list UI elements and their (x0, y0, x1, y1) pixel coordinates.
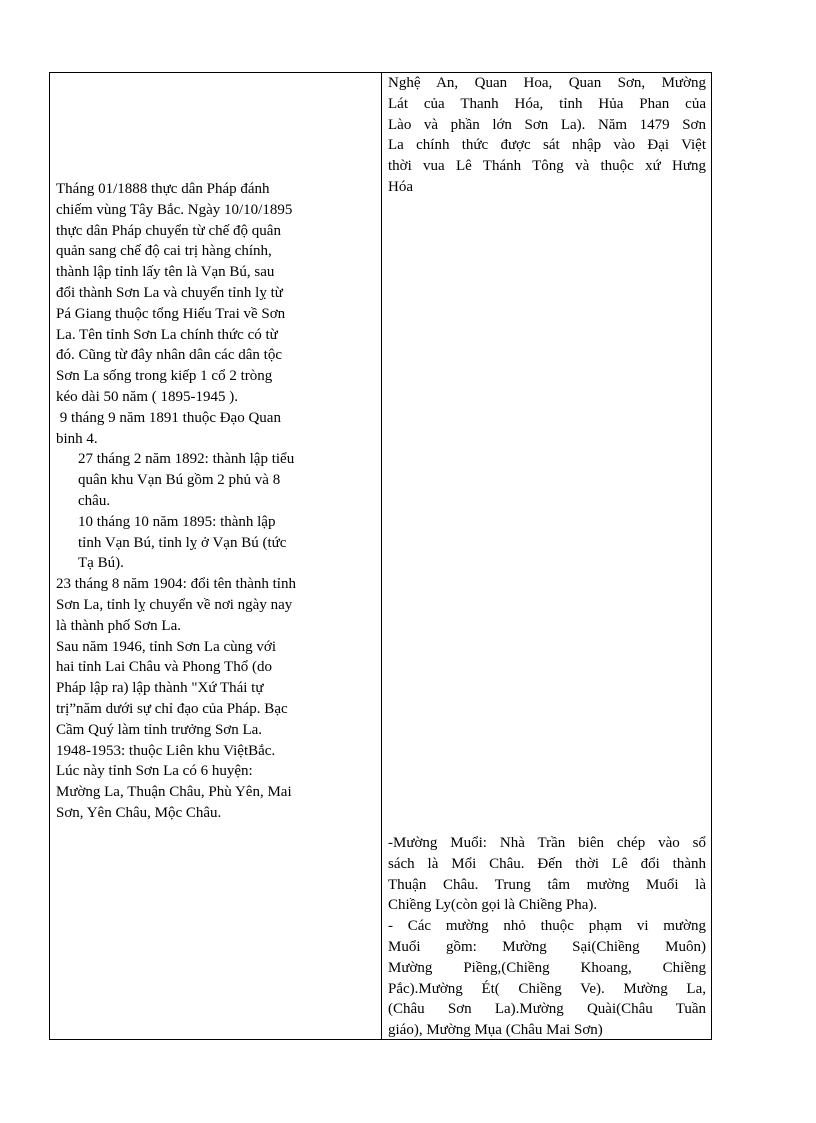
text-line: chiếm vùng Tây Bắc. Ngày 10/10/1895 (56, 201, 293, 218)
text-line: Cầm Quý làm tỉnh trưởng Sơn La. (56, 721, 263, 738)
text-line: Sơn, Yên Châu, Mộc Châu. (56, 804, 222, 821)
text-line: Tạ Bú). (78, 555, 124, 572)
text-line: 23 tháng 8 năm 1904: đổi tên thành tỉnh (56, 576, 296, 593)
text-line: trị”năm dưới sự chỉ đạo của Pháp. Bạc (56, 700, 288, 717)
text-line: binh 4. (56, 430, 98, 447)
column-divider (381, 73, 382, 1039)
text-line: Thuận Châu. Trung tâm mường Muổi là (388, 876, 706, 893)
text-line: thời vua Lê Thánh Tông và thuộc xứ Hưng (388, 158, 706, 175)
text-line: giáo), Mường Mụa (Châu Mai Sơn) (388, 1022, 603, 1039)
text-line: Lát của Thanh Hóa, tỉnh Hủa Phan của (388, 95, 706, 112)
text-line: đó. Cũng từ đây nhân dân các dân tộc (56, 347, 282, 364)
text-line: Muổi gồm: Mường Sại(Chiềng Muôn) (388, 938, 706, 955)
text-line: (Châu Sơn La).Mường Quài(Châu Tuần (388, 1001, 706, 1018)
text-line: Chiềng Ly(còn gọi là Chiềng Pha). (388, 897, 598, 914)
text-line: quân khu Vạn Bú gồm 2 phủ và 8 (78, 472, 281, 489)
text-line: Pá Giang thuộc tổng Hiếu Trai về Sơn (56, 305, 286, 322)
text-line: Nghệ An, Quan Hoa, Quan Sơn, Mường (388, 75, 706, 91)
text-line: Sơn La, tỉnh lỵ chuyển về nơi ngày nay (56, 596, 293, 613)
text-line: châu. (78, 492, 111, 509)
text-line: Mường Piềng,(Chiềng Khoang, Chiềng (388, 959, 706, 976)
text-line: La. Tên tỉnh Sơn La chính thức có từ (56, 326, 278, 343)
right-top-text (388, 73, 706, 198)
text-line: hai tỉnh Lai Châu và Phong Thổ (do (56, 659, 272, 676)
text-line: sách là Mổi Châu. Đến thời Lê đổi thành (388, 855, 706, 872)
text-line: - Các mường nhỏ thuộc phạm vi mường (388, 918, 706, 935)
text-line: Sơn La sống trong kiếp 1 cổ 2 tròng (56, 368, 273, 385)
text-line: Lào và phần lớn Sơn La). Năm 1479 Sơn (388, 116, 706, 133)
text-line: tỉnh Vạn Bú, tỉnh lỵ ở Vạn Bú (tức (78, 534, 287, 551)
text-line: 9 tháng 9 năm 1891 thuộc Đạo Quan (56, 409, 281, 426)
text-line: quản sang chế độ cai trị hàng chính, (56, 243, 272, 260)
text-line: Hóa (388, 178, 413, 195)
text-line: Tháng 01/1888 thực dân Pháp đánh (56, 181, 270, 197)
text-line: 27 tháng 2 năm 1892: thành lập tiểu (78, 451, 295, 468)
text-line: La chính thức được sát nhập vào Đại Việt (388, 137, 706, 154)
text-line: thực dân Pháp chuyển từ chế độ quân (56, 222, 281, 239)
text-line: Mường La, Thuận Châu, Phù Yên, Mai (56, 784, 292, 801)
text-line: thành lập tỉnh lấy tên là Vạn Bú, sau (56, 264, 275, 281)
text-line: kéo dài 50 năm ( 1895-1945 ). (56, 388, 239, 405)
text-line: 10 tháng 10 năm 1895: thành lập (78, 513, 276, 530)
text-line: Pắc).Mường Ét( Chiềng Ve). Mường La, (388, 980, 706, 997)
text-line: 1948-1953: thuộc Liên khu ViệtBắc. (56, 742, 276, 759)
text-line: đổi thành Sơn La và chuyển tỉnh lỵ từ (56, 284, 283, 301)
text-line: -Mường Muổi: Nhà Trần biên chép vào sổ (388, 835, 706, 851)
text-line: là thành phố Sơn La. (56, 617, 181, 634)
text-line: Sau năm 1946, tỉnh Sơn La cùng với (56, 638, 277, 655)
right-bottom-text (388, 833, 706, 1041)
left-column-text (56, 179, 374, 824)
text-line: Lúc này tỉnh Sơn La có 6 huyện: (56, 763, 253, 780)
content-table (49, 72, 712, 1040)
text-line: Pháp lập ra) lập thành "Xứ Thái tự (56, 680, 264, 697)
